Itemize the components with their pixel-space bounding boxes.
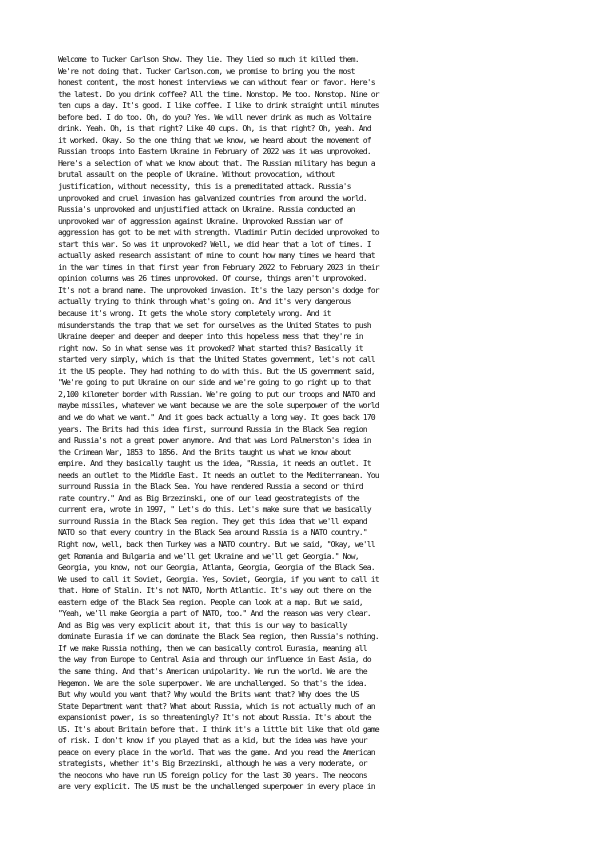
text-line: are very explicit. The US must be the unchallenged superpower in every place in bbox=[58, 781, 375, 792]
text-line: opinion columns was 26 times unprovoked. Of course, things aren't unprovoked. bbox=[58, 273, 367, 284]
text-line: rate country." And as Big Brzezinski, one of our lead geostrategists of the bbox=[58, 492, 359, 503]
text-line: that. Home of Stalin. It's not NATO, North Atlantic. It's way out there on the bbox=[58, 585, 371, 596]
text-line: current era, wrote in 1997, " Let's do this. Let's make sure that we basically bbox=[58, 504, 371, 515]
text-line: the same thing. And that's American unipolarity. We run the world. We are the bbox=[58, 665, 367, 676]
text-line: before bed. I do too. Oh, do you? Yes. We will never drink as much as Voltaire bbox=[58, 111, 371, 122]
text-line: Right now, well, back then Turkey was a NATO country. But we said, "Okay, we'll bbox=[58, 538, 375, 549]
text-line: Georgia, you know, not our Georgia, Atlanta, Georgia, Georgia of the Black Sea. bbox=[58, 562, 375, 573]
text-line: needs an outlet to the Middle East. It needs an outlet to the Mediterranean. You bbox=[58, 469, 379, 480]
text-line: If we make Russia nothing, then we can basically control Eurasia, meaning all bbox=[58, 642, 367, 653]
text-line: because it's wrong. It gets the whole story completely wrong. And it bbox=[58, 308, 331, 319]
text-line: 2,100 kilometer border with Russian. We're going to put our troops and NATO and bbox=[58, 388, 375, 399]
text-line: aggression has got to be met with strength. Vladimir Putin decided unprovoked to bbox=[58, 227, 379, 238]
text-line: actually trying to think through what's going on. And it's very dangerous bbox=[58, 296, 351, 307]
text-line: We're not doing that. Tucker Carlson.com, we promise to bring you the most bbox=[58, 65, 355, 76]
text-line: of risk. I don't know if you played that as a kid, but the idea was have your bbox=[58, 735, 367, 746]
text-line: We used to call it Soviet, Georgia. Yes, Soviet, Georgia, if you want to call it bbox=[58, 573, 379, 584]
text-line: Russia's unprovoked and unjustified attack on Ukraine. Russia conducted an bbox=[58, 204, 355, 215]
transcript-text bbox=[58, 54, 558, 793]
text-line: started very simply, which is that the United States government, let's not call bbox=[58, 354, 375, 365]
text-line: eastern edge of the Black Sea region. People can look at a map. But we said, bbox=[58, 596, 363, 607]
text-line: actually asked research assistant of mine to count how many times we heard that bbox=[58, 250, 375, 261]
text-line: misunderstands the trap that we set for ourselves as the United States to push bbox=[58, 319, 371, 330]
text-line: and we do what we want." And it goes back actually a long way. It goes back 170 bbox=[58, 411, 375, 422]
text-line: It's not a brand name. The unprovoked invasion. It's the lazy person's dodge for bbox=[58, 284, 379, 295]
text-line: Welcome to Tucker Carlson Show. They lie. They lied so much it killed them. bbox=[58, 54, 359, 64]
text-line: right now. So in what sense was it provoked? What started this? Basically it bbox=[58, 342, 363, 353]
text-line: it worked. Okay. So the one thing that we know, we heard about the movement of bbox=[58, 134, 371, 145]
text-line: unprovoked war of aggression against Ukraine. Unprovoked Russian war of bbox=[58, 215, 343, 226]
text-line: NATO so that every country in the Black Sea around Russia is a NATO country." bbox=[58, 527, 367, 538]
text-line: Ukraine deeper and deeper and deeper into this hopeless mess that they're in bbox=[58, 331, 363, 342]
text-line: empire. And they basically taught us the idea, "Russia, it needs an outlet. It bbox=[58, 458, 371, 469]
text-line: But why would you want that? Why would the Brits want that? Why does the US bbox=[58, 689, 359, 700]
text-line: drink. Yeah. Oh, is that right? Like 40 cups. Oh, is that right? Oh, yeah. And bbox=[58, 123, 371, 134]
text-line: dominate Eurasia if we can dominate the Black Sea region, then Russia's nothing. bbox=[58, 631, 379, 642]
text-line: the latest. Do you drink coffee? All the time. Nonstop. Me too. Nonstop. Nine or bbox=[58, 88, 379, 99]
text-line: surround Russia in the Black Sea region. They get this idea that we'll expand bbox=[58, 515, 367, 526]
text-line: State Department want that? What about Russia, which is not actually much of an bbox=[58, 700, 375, 711]
text-line: "Yeah, we'll make Georgia a part of NATO, too." And the reason was very clear. bbox=[58, 608, 371, 619]
text-line: expansionist power, is so threateningly? It's not about Russia. It's about the bbox=[58, 712, 371, 723]
text-line: the way from Europe to Central Asia and through our influence in East Asia, do bbox=[58, 654, 371, 665]
text-line: get Romania and Bulgaria and we'll get Ukraine and we'll get Georgia." Now, bbox=[58, 550, 359, 561]
text-line: brutal assault on the people of Ukraine. Without provocation, without bbox=[58, 169, 335, 180]
text-line: maybe missiles, whatever we want because we are the sole superpower of the world bbox=[58, 400, 379, 411]
text-line: peace on every place in the world. That was the game. And you read the American bbox=[58, 746, 375, 757]
text-line: US. It's about Britain before that. I think it's a little bit like that old game bbox=[58, 723, 379, 734]
text-line: honest content, the most honest interviews we can without fear or favor. Here's bbox=[58, 77, 375, 88]
text-line: the neocons who have run US foreign policy for the last 30 years. The neocons bbox=[58, 769, 367, 780]
text-line: the Crimean War, 1853 to 1856. And the Brits taught us what we know about bbox=[58, 446, 351, 457]
text-line: Hegemon. We are the sole superpower. We are unchallenged. So that's the idea. bbox=[58, 677, 367, 688]
text-line: And as Big was very explicit about it, that this is our way to basically bbox=[58, 619, 347, 630]
text-line: justification, without necessity, this is a premeditated attack. Russia's bbox=[58, 181, 351, 192]
document-page bbox=[58, 54, 558, 793]
text-line: unprovoked and cruel invasion has galvanized countries from around the world. bbox=[58, 192, 367, 203]
text-line: surround Russia in the Black Sea. You have rendered Russia a second or third bbox=[58, 481, 363, 492]
text-line: Russian troops into Eastern Ukraine in February of 2022 was it was unprovoked. bbox=[58, 146, 371, 157]
text-line: strategists, whether it's Big Brzezinski, although he was a very moderate, or bbox=[58, 758, 367, 769]
text-line: Here's a selection of what we know about that. The Russian military has begun a bbox=[58, 157, 375, 168]
text-line: in the war times in that first year from February 2022 to February 2023 in their bbox=[58, 261, 379, 272]
text-line: and Russia's not a great power anymore. And that was Lord Palmerston's idea in bbox=[58, 435, 371, 446]
text-line: ten cups a day. It's good. I like coffee. I like to drink straight until minutes bbox=[58, 100, 379, 111]
text-line: start this war. So was it unprovoked? Well, we did hear that a lot of times. I bbox=[58, 238, 371, 249]
text-line: it the US people. They had nothing to do with this. But the US government said, bbox=[58, 365, 375, 376]
text-line: years. The Brits had this idea first, surround Russia in the Black Sea region bbox=[58, 423, 367, 434]
text-line: "We're going to put Ukraine on our side and we're going to go right up to that bbox=[58, 377, 371, 388]
